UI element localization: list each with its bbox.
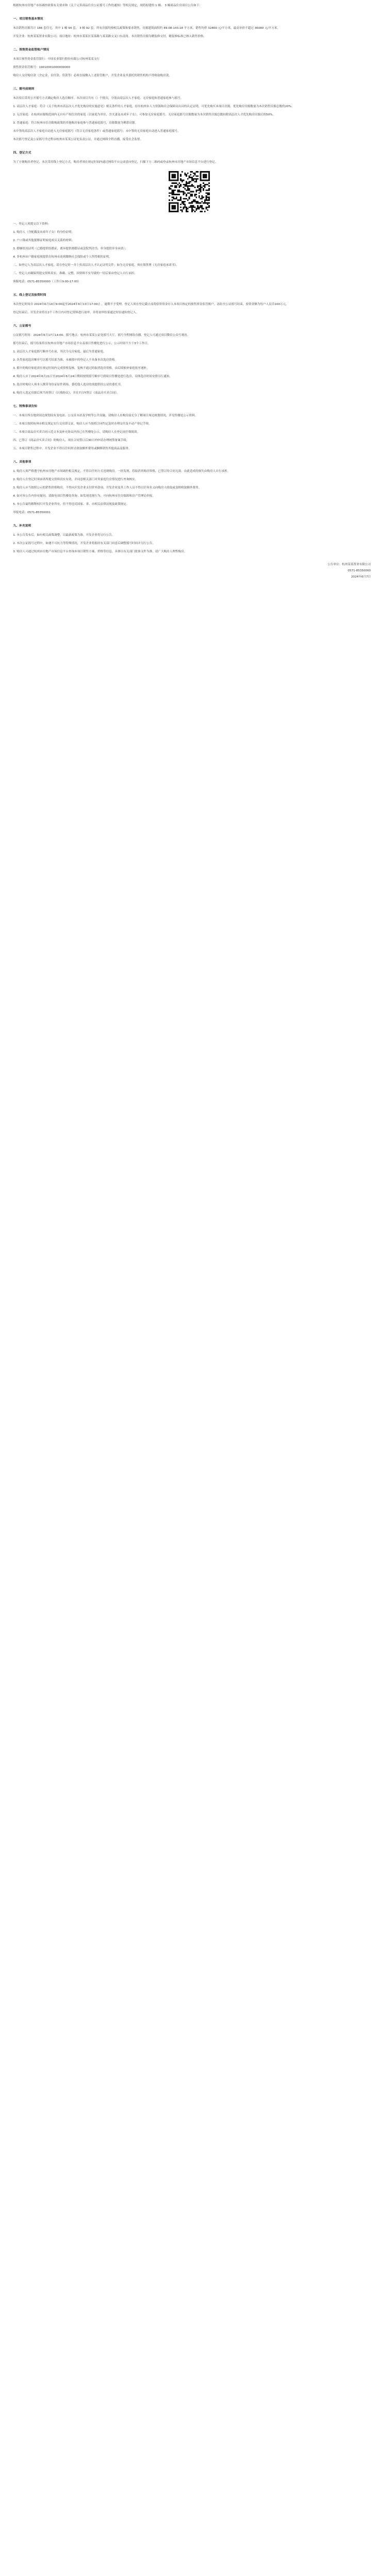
registration-paragraph: 三、登记人应确保所提交资料真实、准确、完整，因资料不实导致的一切后果由登记人自行承担。 [13,272,137,275]
supplement-paragraph: 3. 购房人可通过杭州市房地产市场信息平台查询本项目销售方案、价格等信息，具体以有关部门批准文件为准，请广大购房人理性购房。 [13,550,187,553]
supplement-paragraph: 1. 本公告发布后，如有相关政策调整，以最新政策为准，开发企业将另行公告。 [13,534,115,537]
registration-paragraph: 一、登记人须提交以下资料： [13,223,51,226]
lottery-paragraph: 3. 摇中的购房家庭需在规定时间内完成资格复核，复核不通过的取消选房资格，由后续候补家庭依序递补。 [13,367,150,370]
section-heading-other: 八、其他事项 [13,461,31,464]
other-paragraph: 4. 如对本公告内容有疑问，请致电项目售楼处咨询；如发现违规行为，可向杭州市住房保障和房产管理局举报。 [13,495,155,498]
supplement-paragraph: 2. 本次公证摇号过程中，如遇不可抗力等特殊情况，开发企业将报经有关部门同意后调整摇号时间并另行公告。 [13,542,155,545]
registration-paragraph: 3. 婚姻状况证明（已婚提供结婚证，离异提供离婚证或法院判决书，单身提供单身承诺）； [13,247,128,250]
signature-block [7,562,371,580]
section-heading-special-notice: 七、特殊事项告知 [13,405,37,408]
section-heading-lottery: 六、公证摇号 [13,325,31,328]
rules-paragraph: 本次摇号登记及公证摇号全过程由杭州市某某公证处负责公证，并通过网络全程直播，接受社会监督。 [13,138,143,141]
lottery-paragraph: 1. 高层次人才家庭摇号顺序号在前，其次为无房家庭，最后为普通家庭。 [13,350,106,353]
rules-paragraph: 1. 高层次人才家庭：符合《关于杭州市高层次人才优先购房的实施意见》相关条件的人才家庭，持有杭州市人力资源和社会保障局出具的认定证明，可优先购买本项目房源，优先购房房源数量为本次销售房源总数的20%。 [13,105,294,108]
special-notice-paragraph: 三、本项目商品房买卖合同示范文本及补充协议内容已在售楼处公示，请购房人在登记前仔细阅读。 [13,431,140,434]
other-paragraph: 1. 购房人须严格遵守杭州市房地产市场调控相关规定，不得以任何方式违规购房。一经发现，将取消其购房资格，已签订的合同无效，由此造成的损失由购房人自行承担。 [13,470,231,473]
section-heading-sales-info: 一、项目销售基本情况 [13,18,43,21]
registration-paragraph: 4. 非杭州市户籍家庭须提供在杭州市连续缴纳社会保险或个人所得税的证明。 [13,256,112,259]
escrow-bank-line: 本项目预售资金监管银行：中国农业银行股份有限公司杭州某某支行 [13,58,100,61]
special-notice-paragraph: 五、本项目销售过程中，开发企业不得以任何形式收取额外费用或捆绑销售其他商品及服务。 [13,447,132,450]
qr-code-container[interactable] [7,171,371,212]
lottery-paragraph: 2. 各类家庭选房顺序号以摇号结果为准，未被摇中的登记人不具备本次选房资格。 [13,359,118,362]
section-heading-escrow: 二、预售资金监管账户情况 [13,48,50,52]
escrow-account-line: 预售资金监管账号：19010001000000000 [13,66,71,69]
lottery-paragraph: 公证摇号时间：2024年6月17日14:00，摇号地点：杭州市某某公证处摇号大厅。摇号全程网络直播，登记人可通过项目微信公众号观看。 [13,334,190,337]
sales-info-paragraph: 本次销售房源共计 186 套住宅，其中 1 幢 94 套， 3 幢 92 套。所有房源均按相关政策和要求销售，房源建筑面积约 89.08-143.18 平方米，销售均价 32800 元/平方米，最高单价不超过 36080 元/平方米。 [13,27,281,30]
section-heading-registration: 四、登记方式 [13,151,31,155]
lottery-paragraph: 5. 选房时购房人须本人携带身份证原件到场，委托他人选房的需提供经公证的委托书。 [13,383,124,386]
section-heading-registration-time: 五、线上登记及验资时间 [13,294,46,297]
intro-paragraph: 根据杭州市房地产市场调控政策有关要求和《关于完善商品住房公证摇号工作的通知》等相关规定，现将拟建的 1 幢、 3 幢商品住房项目公告如下： [13,4,202,7]
registration-paragraph: 1. 购房人（含配偶及未成年子女）的身份证明； [13,231,75,234]
special-notice-paragraph: 二、本项目按照杭州市相关规定实行交房即交证，购房人应当按照合同约定及时办理交付及不动产登记手续。 [13,422,152,426]
rules-paragraph: 未中签的高层次人才家庭自动进入无房家庭摇号（符合无房家庭条件）或普通家庭摇号；未中签的无房家庭自动进入普通家庭摇号。 [13,130,180,133]
report-phone-line: 举报电话：0571-85350001 [13,511,51,514]
special-notice-paragraph: 一、本项目所在地块周边规划设有变电站、公交首末站及学校等公共设施，请购房人在购房前充分了解项目周边规划情况，详见售楼处公示资料。 [13,414,198,417]
rules-paragraph: 2. 无房家庭：在杭州市限购范围内无自有产权住房的家庭（以家庭为单位，含夫妻及未成年子女），可参加无房家庭摇号。无房家庭摇号房源数量为本次销售房源总数扣除高层次人才优先购房房源后的50%。 [13,113,276,116]
registration-paragraph: 二、如登记人为高层次人才家庭，请在登记时一并上传高层次人才认定证明文件；如为无房家庭，须在线签署《无房家庭承诺书》。 [13,264,179,267]
special-notice-paragraph: 四、已签订《商品房买卖合同》的购房人，须在合同签订后30日内申请办理网签备案手续。 [13,439,129,442]
registration-paragraph: 2. 户口簿或其他能够证明家庭成员关系的材料； [13,239,75,242]
registration-paragraph: 为了方便购房者登记，本次采用线上登记方式。购房者须在规定时间内通过网络平台完成意向登记，扫描下方二维码或登录杭州市房地产市场信息平台进行登记。 [13,161,218,164]
publish-date: 2024年6月7日 [351,575,371,579]
lottery-paragraph: 6. 购房人选定房源后须当场签订《认购协议》，并在7日内签订《商品房买卖合同》。 [13,392,120,395]
publisher-line: 公告单位：杭州某某置业有限公司 [327,563,371,566]
other-paragraph: 5. 本公告最终解释权归开发企业所有，但不得违反国家、省、市相关法律法规及政策规定。 [13,503,129,506]
other-paragraph: 3. 购房人应当按照公示的销售价格购房，不得向开发企业支付价外款项。开发企业及其工作人员不得以任何名义向购房人收取或变相收取额外费用。 [13,486,202,489]
announcement-page [0,0,378,584]
section-heading-lottery-rules: 三、摇号前规则 [13,88,35,91]
registration-review-paragraph: 登记结束后，开发企业将在2个工作日内对登记资料进行初审，并将初审结果通过短信通知登记人。 [13,311,139,314]
lottery-paragraph: 摇号结束后，摇号结果将在杭州市房地产市场信息平台及项目售楼处进行公示，公示时间不少于3个工作日。 [13,342,151,345]
qr-code-icon[interactable] [169,171,210,212]
escrow-note-paragraph: 购房人交付购房款（含定金、首付款、贷款等）必须直接缴入上述监管账户，开发企业及其委托的销售机构不得收取购房款。 [13,74,172,77]
publisher-phone: 0571-85350000 [348,569,371,572]
registration-time-text: 本次登记时间自 2024年6月10日9:00起至2024年6月13日17:00止 ，逾期不予受理。登记人须在登记截止前将验资资金存入本项目指定的预售资金监管账户，冻结至公证摇号结束，验资金额为每户人民币100万元。 [13,303,289,306]
registration-time-paragraph [7,302,371,307]
other-paragraph: 2. 购房人在登记时须承诺所提交资料真实有效，并同意相关部门对其家庭住房情况进行查询核实。 [13,478,138,481]
section-heading-supplement: 九、补充说明 [13,524,31,528]
lottery-paragraph: 4. 购房人应于2024年6月21日至2024年6月24日期间按照摇号顺序号到项目售楼处进行选房，具体选房时间安排另行通知。 [13,375,172,378]
service-phone-line: 客服电话：0571-85350000（工作日9:00-17:00） [13,280,81,283]
rules-paragraph: 本次项目采用公开摇号方式确定购房人选房顺序。本次项目共有（）个批次，分别由高层次人才家庭、无房家庭和普通家庭参与摇号。 [13,97,184,100]
developer-info-paragraph: 开发企业：杭州某某置业有限公司；项目地址：杭州市某某区某某路与某某路交叉口东南角。本次销售房源为精装修交付，精装修标准已纳入销售价格。 [13,35,206,38]
rules-paragraph: 3. 普通家庭：符合杭州市住房限购政策的其他购房家庭参与普通家庭摇号，房源数量为剩余房源。 [13,122,138,125]
